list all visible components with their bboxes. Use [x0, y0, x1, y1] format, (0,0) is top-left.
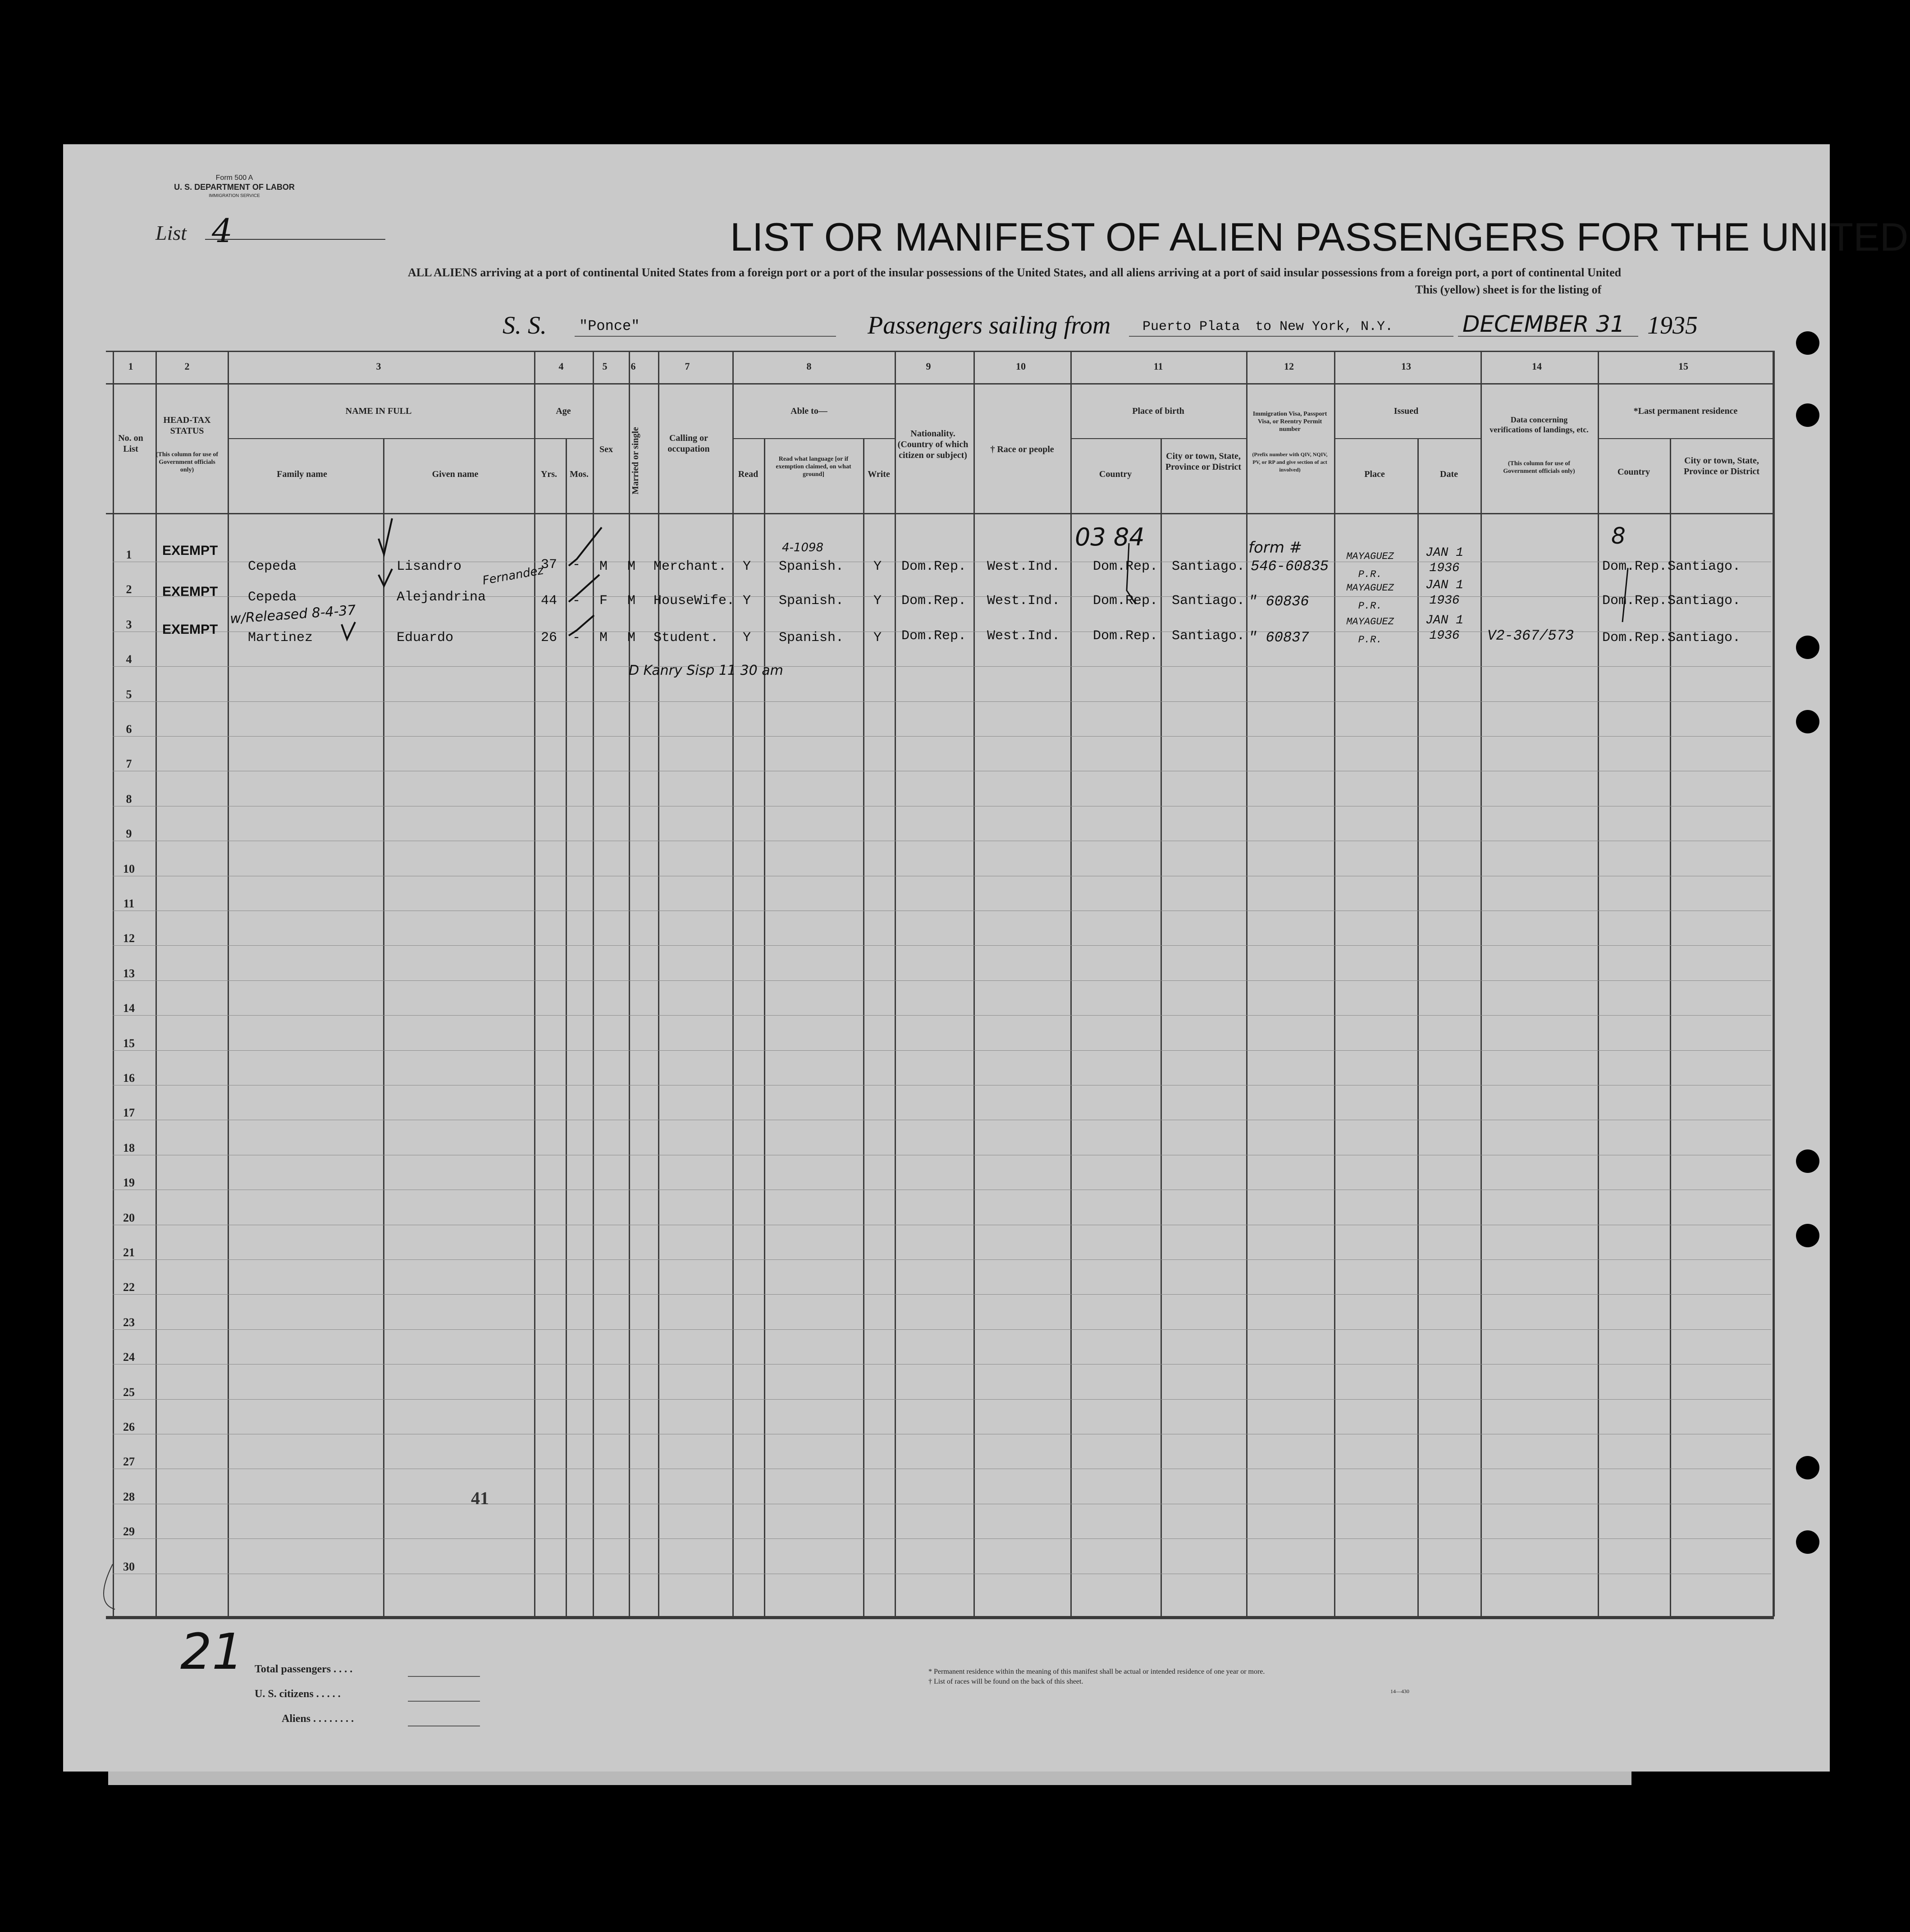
margin-mark-icon: [104, 1564, 115, 1609]
check-mark-icon: [379, 518, 392, 554]
footnote-races: † List of races will be found on the back of this sheet.: [928, 1678, 1083, 1685]
row-number: 8: [126, 792, 132, 806]
handwritten-visa-note: form #: [1248, 539, 1302, 557]
header-read: Read: [738, 469, 759, 479]
row-number: 2: [126, 583, 132, 596]
row-number: 12: [123, 932, 135, 945]
header-birth-country: Country: [1099, 469, 1132, 479]
issued-place: MAYAGUEZ P.R.: [1346, 616, 1394, 646]
can-write: Y: [873, 559, 882, 574]
header-issued-date: Date: [1440, 469, 1458, 479]
row-number: 20: [123, 1211, 135, 1224]
row-number: 13: [123, 967, 135, 980]
issued-date: JAN 1 1936: [1425, 546, 1463, 575]
given-name: Alejandrina: [397, 590, 486, 605]
nationality: Dom.Rep.: [901, 628, 967, 644]
sex: F: [599, 593, 608, 609]
header-age: Age: [556, 406, 571, 416]
header-calling: Calling or occupation: [667, 433, 710, 454]
residence-city: Santiago.: [1668, 559, 1741, 574]
age-months: -: [572, 557, 581, 572]
row-number: 28: [123, 1490, 135, 1503]
read-language: Spanish.: [779, 593, 844, 609]
marital-status: M: [627, 559, 636, 574]
family-name: Cepeda: [248, 590, 297, 605]
column-number: 11: [1153, 361, 1163, 372]
row-number: 17: [123, 1106, 135, 1119]
read-language: Spanish.: [779, 630, 844, 646]
age-years: 26: [541, 630, 557, 646]
row-number: 23: [123, 1316, 135, 1329]
race: West.Ind.: [987, 559, 1060, 574]
can-write: Y: [873, 630, 882, 646]
manifest-title: LIST OR MANIFEST OF ALIEN PASSENGERS FOR THE UNITED: [730, 215, 1909, 259]
column-number: 6: [631, 361, 636, 372]
birth-country: Dom.Rep.: [1093, 559, 1158, 574]
total-passengers-label: Total passengers . . . .: [255, 1663, 353, 1675]
header-mos: Mos.: [570, 469, 589, 479]
header-read-language: Read what language [or if exemption claimed, on what ground]: [776, 456, 851, 478]
nationality: Dom.Rep.: [901, 559, 967, 574]
age-months: -: [572, 630, 581, 646]
column-number: 13: [1401, 361, 1411, 372]
row-number: 21: [123, 1246, 135, 1259]
row-number: 15: [123, 1037, 135, 1050]
row-number: 14: [123, 1002, 135, 1015]
ship-name: "Ponce": [579, 318, 640, 334]
handwritten-birth-note: 03 84: [1075, 523, 1145, 551]
sailing-year: 1935: [1647, 311, 1698, 339]
header-nationality: Nationality. (Country of which citizen or subject): [897, 429, 969, 460]
column-number: 14: [1532, 361, 1542, 372]
row-number: 4: [126, 653, 132, 666]
handwritten-residence-note: 8: [1611, 523, 1626, 549]
column-number: 5: [602, 361, 608, 372]
footnote-code: 14—430: [1390, 1688, 1409, 1694]
column-number: 9: [926, 361, 931, 372]
column-number: 2: [184, 361, 190, 372]
port-from: Puerto Plata: [1142, 319, 1240, 334]
head-tax-status: EXEMPT: [162, 622, 218, 637]
port-to: to New York, N.Y.: [1255, 319, 1394, 334]
birth-country: Dom.Rep.: [1093, 628, 1158, 644]
header-family-name: Family name: [277, 469, 327, 479]
ss-label: S. S.: [503, 311, 547, 339]
column-number: 15: [1678, 361, 1688, 372]
handwritten-fernandez: Fernandez: [481, 563, 545, 588]
age-years: 44: [541, 593, 557, 609]
row-number: 7: [126, 757, 132, 770]
check-mark-icon: [569, 615, 594, 636]
header-able-to: Able to—: [791, 406, 827, 416]
header-data-note: (This column for use of Government officials only): [1503, 460, 1575, 475]
birth-city: Santiago.: [1172, 593, 1245, 609]
bracket-mark-icon: [1127, 543, 1136, 604]
margin-number: 21: [180, 1623, 243, 1680]
manifest-subtitle-2: This (yellow) sheet is for the listing of: [1415, 283, 1602, 296]
header-visa: Immigration Visa, Passport Visa, or Reentry Permit number: [1252, 411, 1327, 433]
row-number: 29: [123, 1525, 135, 1538]
aliens-label: Aliens . . . . . . . .: [282, 1713, 354, 1725]
visa-number: " 60837: [1248, 629, 1309, 646]
residence-country: Dom.Rep.: [1602, 630, 1668, 646]
birth-country: Dom.Rep.: [1093, 593, 1158, 609]
nationality: Dom.Rep.: [901, 593, 967, 609]
header-no-on-list: No. on List: [118, 433, 143, 454]
check-mark-icon: [569, 575, 599, 602]
header-yrs: Yrs.: [540, 469, 557, 479]
handwritten-released: w/Released 8-4-37: [229, 602, 356, 627]
can-read: Y: [743, 559, 751, 574]
family-name: Cepeda: [248, 559, 297, 574]
row-number: 22: [123, 1281, 135, 1294]
sex: M: [599, 630, 608, 646]
header-residence-city: City or town, State, Province or District: [1683, 456, 1760, 476]
given-name: Lisandro: [397, 559, 462, 574]
column-number: 8: [806, 361, 812, 372]
row-number: 25: [123, 1386, 135, 1399]
list-label: List: [155, 221, 187, 244]
total-passengers-line: [408, 1676, 480, 1677]
service-name: IMMIGRATION SERVICE: [209, 193, 260, 198]
bracket-mark-icon: [1622, 568, 1628, 622]
row-number: 1: [126, 548, 132, 561]
sex: M: [599, 559, 608, 574]
form-number: Form 500 A: [215, 174, 253, 182]
manifest-subtitle: ALL ALIENS arriving at a port of continental United States from a foreign port or a port of the insular possessions of the United States, and all aliens arriving at a port of said insular possessions from a foreign port, a port of continental United: [408, 266, 1622, 279]
check-mark-icon: [379, 569, 392, 586]
birth-city: Santiago.: [1172, 628, 1245, 644]
header-given-name: Given name: [432, 469, 479, 479]
header-name-in-full: NAME IN FULL: [345, 406, 412, 416]
column-number: 4: [558, 361, 564, 372]
sailing-date: DECEMBER 31: [1462, 311, 1625, 337]
header-head-tax: HEAD-TAX STATUS: [163, 415, 211, 436]
header-residence-country: Country: [1617, 467, 1650, 477]
header-married: Married or single: [631, 427, 640, 494]
row-number: 16: [123, 1071, 135, 1085]
head-tax-status: EXEMPT: [162, 543, 218, 558]
header-birth-city: City or town, State, Province or District: [1165, 451, 1242, 472]
residence-city: Santiago.: [1668, 593, 1741, 609]
visa-number: 546-60835: [1251, 558, 1329, 575]
header-issued-place: Place: [1364, 469, 1385, 479]
occupation: Merchant.: [653, 559, 727, 574]
header-write: Write: [868, 469, 890, 479]
race: West.Ind.: [987, 628, 1060, 644]
header-head-tax-note: (This column for use of Government officials only): [155, 451, 219, 473]
column-number: 1: [128, 361, 133, 372]
age-months: -: [572, 593, 581, 609]
visa-number: " 60836: [1248, 593, 1309, 610]
row-number: 6: [126, 723, 132, 736]
issued-place: MAYAGUEZ P.R.: [1346, 551, 1394, 580]
row-number: 18: [123, 1141, 135, 1154]
row-number: 11: [123, 897, 135, 910]
check-mark-icon: [569, 527, 602, 566]
read-language: Spanish.: [779, 559, 844, 574]
column-number: 7: [685, 361, 690, 372]
list-number: 4: [212, 212, 233, 250]
handwritten-row4-note: D Kanry Sisp 11 30 am: [629, 663, 783, 678]
can-read: Y: [743, 630, 751, 646]
header-last-residence: *Last permanent residence: [1633, 406, 1738, 416]
head-tax-status: EXEMPT: [162, 584, 218, 599]
verification-data: V2-367/573: [1487, 627, 1574, 644]
row-number: 10: [123, 862, 135, 875]
row-number: 5: [126, 688, 132, 701]
given-name: Eduardo: [397, 630, 454, 646]
family-name: Martinez: [248, 630, 313, 646]
handwritten-age-note: 4-1098: [782, 541, 824, 554]
us-citizens-label: U. S. citizens . . . . .: [255, 1688, 341, 1700]
issued-place: MAYAGUEZ P.R.: [1346, 582, 1394, 612]
column-number: 10: [1016, 361, 1026, 372]
row-number: 27: [123, 1455, 135, 1468]
header-place-of-birth: Place of birth: [1132, 406, 1184, 416]
row-number: 24: [123, 1351, 135, 1364]
birth-city: Santiago.: [1172, 559, 1245, 574]
age-years: 37: [541, 557, 557, 572]
header-visa-note: (Prefix number with QIV, NQIV, PV, or RP and give section of act involved): [1252, 451, 1328, 473]
residence-city: Santiago.: [1668, 630, 1741, 646]
header-sex: Sex: [599, 444, 613, 454]
race: West.Ind.: [987, 593, 1060, 609]
department-name: U. S. DEPARTMENT OF LABOR: [174, 183, 295, 192]
marital-status: M: [627, 630, 636, 646]
header-race: † Race or people: [990, 444, 1054, 454]
us-citizens-line: [408, 1701, 480, 1702]
header-data-concerning: Data concerning verifications of landings, etc.: [1490, 415, 1589, 434]
can-read: Y: [743, 593, 751, 609]
footnote-permanent-residence: * Permanent residence within the meaning of this manifest shall be actual or intended residence of one year or more.: [928, 1668, 1265, 1676]
occupation: HouseWife.: [653, 593, 735, 609]
column-number: 3: [376, 361, 381, 372]
row-number: 30: [123, 1560, 135, 1573]
sailing-label: Passengers sailing from: [868, 311, 1111, 339]
row-number: 9: [126, 827, 132, 840]
check-mark-icon: [342, 622, 355, 639]
marital-status: M: [627, 593, 636, 609]
residence-country: Dom.Rep.: [1602, 559, 1668, 574]
issued-date: JAN 1 1936: [1425, 578, 1463, 608]
row-number: 3: [126, 618, 132, 631]
issued-date: JAN 1 1936: [1425, 613, 1463, 643]
can-write: Y: [873, 593, 882, 609]
occupation: Student.: [653, 630, 719, 646]
column-number: 12: [1284, 361, 1294, 372]
residence-country: Dom.Rep.: [1602, 593, 1668, 609]
row-number: 26: [123, 1420, 135, 1433]
header-issued: Issued: [1394, 406, 1419, 416]
stamp-41: 41: [471, 1488, 489, 1508]
row-number: 19: [123, 1176, 135, 1189]
